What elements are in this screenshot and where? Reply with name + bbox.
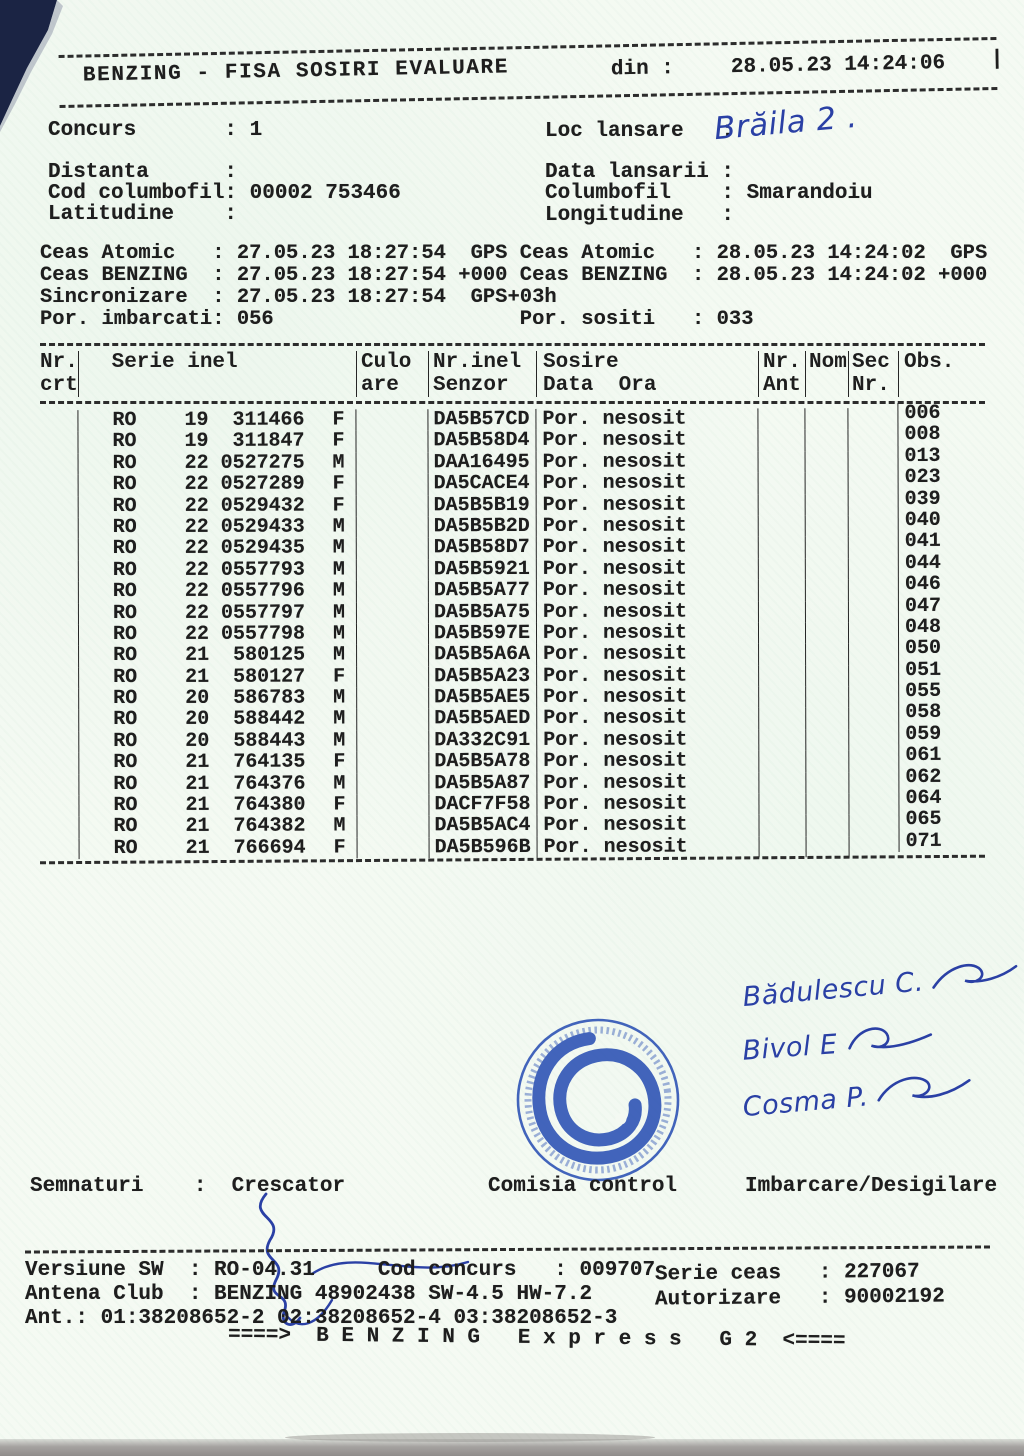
- table-row: [40, 508, 985, 539]
- cell-culoare: [355, 409, 427, 431]
- cell-sec-nr: [847, 408, 897, 430]
- cell-obs: 006: [897, 403, 984, 425]
- cell-serie-inel: RO 22 0529435 M: [78, 538, 356, 560]
- footer-autorizare: Autorizare : 90002192: [654, 1285, 945, 1312]
- cell-obs: 058: [898, 702, 985, 724]
- col-header-obs: Obs.: [898, 351, 985, 397]
- cell-nr-ant: [758, 772, 805, 794]
- table-row: [40, 615, 985, 646]
- cell-nrcrt: [40, 710, 78, 731]
- cell-nom: [805, 451, 848, 473]
- cell-culoare: [356, 709, 428, 731]
- cell-sosire: Por. nesosit: [537, 836, 759, 858]
- cell-sosire: Por. nesosit: [536, 644, 758, 666]
- cell-nrcrt: [41, 838, 79, 859]
- clock-line-porumbei: Por. imbarcati: 056 Por. sositi : 033: [40, 308, 754, 331]
- cell-senzor: DA5B5A77: [428, 580, 536, 602]
- cell-senzor: DA5B597E: [428, 623, 536, 645]
- cell-culoare: [356, 580, 428, 602]
- cell-nrcrt: [40, 538, 78, 559]
- cell-nom: [805, 622, 848, 644]
- cell-nom: [805, 772, 848, 794]
- cell-sec-nr: [848, 601, 898, 623]
- cell-sec-nr: [848, 686, 898, 708]
- cell-sex: M: [332, 622, 346, 646]
- cell-nr-ant: [758, 601, 805, 623]
- cell-serie-inel: RO 22 0557798 M: [78, 623, 356, 645]
- cell-culoare: [356, 794, 428, 816]
- handwritten-signatures-block: [741, 966, 1021, 1124]
- signature-flourish: [872, 1066, 975, 1111]
- col-header-senzor: Nr.inel Senzor: [428, 351, 536, 397]
- cell-serie-inel: RO 22 0527289 F: [78, 474, 356, 496]
- cell-nr-ant: [758, 537, 805, 559]
- cell-sosire: Por. nesosit: [536, 686, 758, 708]
- cell-senzor: DA5B5AC4: [428, 815, 536, 837]
- cell-nr-ant: [758, 579, 805, 601]
- signature-name: Cosma P.: [741, 1062, 1023, 1122]
- cell-obs: 059: [898, 724, 985, 746]
- cell-sosire: Por. nesosit: [536, 601, 758, 623]
- cell-culoare: [356, 473, 428, 495]
- cell-sex: M: [332, 579, 345, 603]
- header-dashed-rule-bottom: [60, 87, 998, 108]
- cell-obs: 023: [898, 467, 985, 489]
- cell-culoare: [356, 645, 428, 667]
- cell-obs: 065: [898, 809, 985, 831]
- cell-nom: [805, 515, 848, 537]
- cell-nrcrt: [40, 517, 78, 538]
- cell-sex: F: [332, 472, 345, 496]
- cell-nr-ant: [758, 494, 805, 516]
- cell-nom: [804, 430, 847, 452]
- cell-senzor: DACF7F58: [428, 794, 536, 816]
- cell-culoare: [356, 602, 428, 624]
- cell-nr-ant: [758, 665, 805, 687]
- cell-nrcrt: [40, 603, 78, 624]
- cell-senzor: DA5B5AED: [428, 708, 536, 730]
- cell-nom: [805, 494, 848, 516]
- cell-sosire: Por. nesosit: [536, 579, 758, 601]
- cell-culoare: [356, 495, 428, 517]
- cell-nrcrt: [40, 752, 78, 773]
- cell-serie-inel: RO 19 311847 F: [77, 431, 355, 453]
- cell-nrcrt: [40, 560, 78, 581]
- table-row: [40, 701, 985, 732]
- cell-sec-nr: [848, 622, 898, 644]
- cell-nr-ant: [758, 472, 805, 494]
- cell-senzor: DA5B5A87: [428, 773, 536, 795]
- cell-nrcrt: [40, 453, 78, 474]
- cell-serie-inel: RO 20 588442 M: [78, 709, 356, 731]
- col-header-nom: Nom: [805, 351, 848, 397]
- cell-sex: M: [333, 814, 346, 838]
- cell-serie-inel: RO 20 586783 M: [78, 687, 356, 709]
- cell-nr-ant: [759, 836, 806, 858]
- cell-sosire: Por. nesosit: [536, 494, 758, 516]
- table-body: [39, 403, 985, 860]
- signature-flourish: [928, 954, 1023, 996]
- col-header-sosire: Sosire Data Ora: [536, 351, 758, 397]
- cell-senzor: DA5B57CD: [427, 409, 535, 431]
- cell-obs: 061: [898, 745, 985, 767]
- cell-sex: F: [332, 408, 345, 432]
- cell-nrcrt: [40, 667, 78, 688]
- cell-sex: M: [333, 686, 346, 710]
- cell-nrcrt: [40, 581, 78, 602]
- cell-culoare: [356, 452, 428, 474]
- cell-culoare: [356, 559, 428, 581]
- info-longitudine: Longitudine :: [545, 204, 735, 227]
- print-date-label: din :: [610, 57, 675, 82]
- cell-obs: 039: [898, 488, 985, 510]
- cell-nr-ant: [758, 622, 805, 644]
- cell-sex: M: [333, 707, 346, 731]
- cell-nom: [806, 836, 849, 858]
- cell-obs: 071: [899, 831, 986, 853]
- cell-serie-inel: RO 22 0527275 M: [78, 452, 356, 474]
- cell-sec-nr: [848, 707, 898, 729]
- info-latitudine: Latitudine :: [48, 203, 238, 226]
- cell-sosire: Por. nesosit: [536, 729, 758, 751]
- cell-sex: M: [332, 451, 345, 475]
- footer-antene: Ant.: 01:38208652-2 02:38208652-4 03:38208652-3: [25, 1307, 618, 1330]
- cell-nr-ant: [758, 686, 805, 708]
- cell-senzor: DA5B596B: [429, 837, 537, 859]
- cell-nom: [805, 579, 848, 601]
- cell-sex: M: [333, 643, 346, 667]
- table-row: [40, 573, 985, 604]
- cell-culoare: [356, 730, 428, 752]
- footer-dashed-rule: [25, 1245, 990, 1253]
- cell-nom: [805, 815, 848, 837]
- arrival-table: [40, 343, 985, 861]
- cell-nrcrt: [39, 432, 77, 453]
- cell-sex: F: [333, 750, 346, 774]
- cell-sec-nr: [848, 665, 898, 687]
- table-header: [40, 346, 985, 401]
- footer-versiune-sw: Versiune SW : RO-04.31 Cod concurs : 009707: [25, 1259, 656, 1282]
- cell-nr-ant: [758, 793, 805, 815]
- cell-culoare: [357, 837, 429, 859]
- cell-nom: [805, 601, 848, 623]
- cell-serie-inel: RO 22 0557797 M: [78, 602, 356, 624]
- cell-sec-nr: [848, 643, 898, 665]
- cell-nr-ant: [758, 451, 805, 473]
- cell-serie-inel: RO 21 766694 F: [79, 837, 357, 859]
- cell-sex: M: [332, 558, 345, 582]
- cell-nom: [805, 643, 848, 665]
- imbarcare-label: Imbarcare/Desigilare: [745, 1175, 998, 1198]
- cell-nr-ant: [757, 408, 804, 430]
- cell-nr-ant: [758, 558, 805, 580]
- info-distanta: Distanta :: [48, 161, 238, 184]
- cell-sec-nr: [848, 472, 898, 494]
- cell-senzor: DAA16495: [428, 452, 536, 474]
- cell-serie-inel: RO 21 580125 M: [78, 645, 356, 667]
- col-header-nrcrt: Nr. crt: [40, 351, 78, 397]
- cell-serie-inel: RO 22 0529433 M: [78, 516, 356, 538]
- cell-nom: [805, 536, 848, 558]
- col-header-culoare: Culo are: [356, 351, 428, 397]
- cell-sosire: Por. nesosit: [536, 772, 758, 794]
- page-title: BENZING - FISA SOSIRI EVALUARE: [82, 56, 510, 88]
- cell-sosire: Por. nesosit: [536, 537, 758, 559]
- cell-nr-ant: [757, 430, 804, 452]
- cell-culoare: [355, 431, 427, 453]
- cell-nrcrt: [40, 795, 78, 816]
- signatures-label-line: Semnaturi : Crescator: [30, 1175, 346, 1198]
- cell-obs: 047: [898, 595, 985, 617]
- cell-serie-inel: RO 19 311466 F: [77, 409, 355, 431]
- cell-nr-ant: [758, 708, 805, 730]
- cell-sosire: Por. nesosit: [536, 751, 758, 773]
- signature-name: Bădulescu C.: [741, 954, 1022, 1012]
- cell-sec-nr: [848, 494, 898, 516]
- table-row: [40, 786, 985, 818]
- cell-serie-inel: RO 21 764382 M: [78, 816, 356, 838]
- cell-culoare: [356, 751, 428, 773]
- cell-obs: 051: [898, 659, 985, 681]
- table-row: [40, 466, 985, 497]
- cell-sex: F: [333, 836, 346, 860]
- cell-nom: [805, 708, 848, 730]
- cell-obs: 040: [898, 510, 985, 532]
- table-row: [40, 551, 985, 582]
- cell-sec-nr: [848, 515, 898, 537]
- cell-sec-nr: [849, 836, 899, 858]
- cell-serie-inel: RO 21 764376 M: [78, 773, 356, 795]
- footer-serie-ceas: Serie ceas : 227067: [654, 1260, 920, 1287]
- cell-nom: [805, 750, 848, 772]
- cell-sex: M: [333, 772, 346, 796]
- cell-serie-inel: RO 22 0557796 M: [78, 581, 356, 603]
- cell-nom: [805, 472, 848, 494]
- clock-line-sincronizare: Sincronizare : 27.05.23 18:27:54 GPS+03h: [40, 286, 557, 309]
- cell-culoare: [356, 773, 428, 795]
- cell-nrcrt: [40, 474, 78, 495]
- info-loc-lansare: Loc lansare :: [545, 120, 735, 143]
- cell-obs: 044: [898, 552, 985, 574]
- cell-senzor: DA5B5B19: [428, 495, 536, 517]
- table-row: [40, 679, 985, 711]
- table-row: [40, 808, 985, 839]
- table-row: [40, 530, 985, 561]
- cell-obs: 008: [897, 424, 984, 446]
- cell-sex: F: [333, 665, 346, 689]
- cell-senzor: DA5B5B2D: [428, 516, 536, 538]
- cell-sosire: Por. nesosit: [536, 665, 758, 687]
- cell-senzor: DA5CACE4: [428, 473, 536, 495]
- edge-mark: |: [990, 47, 1004, 72]
- scan-bottom-strip: [0, 1439, 1024, 1456]
- cell-obs: 055: [898, 681, 985, 703]
- cell-serie-inel: RO 20 588443 M: [78, 730, 356, 752]
- table-row: [40, 637, 985, 668]
- cell-nr-ant: [758, 729, 805, 751]
- table-row: [40, 444, 985, 475]
- cell-sex: M: [332, 515, 345, 539]
- cell-serie-inel: RO 21 580127 F: [78, 666, 356, 688]
- cell-senzor: DA5B58D7: [428, 537, 536, 559]
- cell-serie-inel: RO 22 0557793 M: [78, 559, 356, 581]
- cell-sex: M: [332, 600, 345, 624]
- cell-serie-inel: RO 21 764135 F: [78, 752, 356, 774]
- cell-culoare: [356, 623, 428, 645]
- col-header-sec: Sec Nr.: [848, 351, 898, 397]
- cell-sosire: Por. nesosit: [536, 451, 758, 473]
- cell-culoare: [356, 687, 428, 709]
- cell-obs: 050: [898, 638, 985, 660]
- cell-obs: 013: [898, 446, 985, 468]
- cell-serie-inel: RO 22 0529432 F: [78, 495, 356, 517]
- col-header-serie: Serie inel: [78, 351, 356, 397]
- print-date-value: 28.05.23 14:24:06: [730, 51, 946, 80]
- cell-nom: [805, 729, 848, 751]
- cell-senzor: DA5B5A75: [428, 601, 536, 623]
- document-header: [55, 37, 1004, 111]
- cell-nrcrt: [40, 496, 78, 517]
- cell-sec-nr: [848, 772, 898, 794]
- cell-obs: 048: [898, 617, 985, 639]
- handwritten-release-location: Brăila 2 .: [712, 98, 859, 148]
- cell-nom: [805, 665, 848, 687]
- cell-nrcrt: [40, 774, 78, 795]
- cell-culoare: [356, 666, 428, 688]
- cell-culoare: [356, 816, 428, 838]
- cell-sosire: Por. nesosit: [536, 622, 758, 644]
- cell-sec-nr: [848, 814, 898, 836]
- cell-senzor: DA5B5A23: [428, 666, 536, 688]
- cell-serie-inel: RO 21 764380 F: [78, 794, 356, 816]
- cell-nrcrt: [40, 624, 78, 645]
- cell-nrcrt: [39, 410, 77, 431]
- cell-nrcrt: [40, 645, 78, 666]
- table-row: [39, 423, 984, 454]
- cell-sosire: Por. nesosit: [535, 430, 757, 452]
- cell-senzor: DA5B5A6A: [428, 644, 536, 666]
- cell-sex: M: [333, 729, 346, 753]
- cell-culoare: [356, 538, 428, 560]
- cell-sosire: Por. nesosit: [536, 558, 758, 580]
- cell-sosire: Por. nesosit: [536, 515, 758, 537]
- cell-sosire: Por. nesosit: [536, 815, 758, 837]
- cell-nom: [805, 558, 848, 580]
- table-row: [40, 765, 985, 796]
- clock-line-benzing: Ceas BENZING : 27.05.23 18:27:54 +000 Ceas BENZING : 28.05.23 14:24:02 +000: [40, 264, 988, 287]
- footer-benzing-banner: ====> B E N Z I N G E x p r e s s G 2 <====: [227, 1323, 846, 1354]
- cell-sex: F: [333, 793, 346, 817]
- cell-sex: F: [332, 429, 345, 453]
- cell-senzor: DA332C91: [428, 730, 536, 752]
- table-row: [40, 722, 985, 753]
- info-columbofil: Columbofil : Smarandoiu: [545, 182, 873, 205]
- cell-sex: M: [332, 536, 345, 560]
- cell-nr-ant: [758, 815, 805, 837]
- cell-obs: 041: [898, 531, 985, 553]
- cell-nom: [805, 793, 848, 815]
- table-row: [40, 594, 985, 625]
- cell-nrcrt: [40, 731, 78, 752]
- clock-line-atomic: Ceas Atomic : 27.05.23 18:27:54 GPS Ceas Atomic : 28.05.23 14:24:02 GPS: [40, 242, 988, 265]
- info-cod-columbofil: Cod columbofil: 00002 753466: [48, 182, 401, 205]
- cell-sec-nr: [848, 558, 898, 580]
- cell-sosire: Por. nesosit: [536, 473, 758, 495]
- table-row: [39, 401, 984, 433]
- cell-sosire: Por. nesosit: [535, 408, 757, 430]
- cell-sec-nr: [848, 793, 898, 815]
- cell-nom: [805, 686, 848, 708]
- cell-culoare: [356, 516, 428, 538]
- cell-sec-nr: [848, 536, 898, 558]
- cell-sex: F: [332, 494, 345, 518]
- cell-sosire: Por. nesosit: [536, 708, 758, 730]
- table-row: [40, 658, 985, 689]
- col-header-ant: Nr. Ant: [758, 351, 805, 397]
- cell-nom: [804, 408, 847, 430]
- cell-sec-nr: [847, 429, 897, 451]
- cell-nr-ant: [758, 750, 805, 772]
- pigeon-club-stamp: [512, 1014, 684, 1186]
- cell-obs: 064: [898, 788, 985, 810]
- table-row: [40, 487, 985, 518]
- cell-senzor: DA5B58D4: [427, 430, 535, 452]
- cell-obs: 046: [898, 574, 985, 596]
- cell-senzor: DA5B5921: [428, 559, 536, 581]
- info-data-lansarii: Data lansarii :: [545, 161, 735, 184]
- cell-nr-ant: [758, 515, 805, 537]
- table-row: [40, 744, 985, 775]
- cell-sec-nr: [848, 750, 898, 772]
- cell-senzor: DA5B5A78: [428, 751, 536, 773]
- cell-nrcrt: [40, 817, 78, 838]
- cell-nrcrt: [40, 688, 78, 709]
- info-concurs: Concurs : 1: [48, 119, 263, 142]
- cell-obs: 062: [898, 766, 985, 788]
- footer-antena-club: Antena Club : BENZING 48902438 SW-4.5 HW-7.2: [25, 1283, 593, 1306]
- cell-nr-ant: [758, 644, 805, 666]
- signature-name: Bivol E: [741, 1012, 1022, 1065]
- cell-senzor: DA5B5AE5: [428, 687, 536, 709]
- cell-sosire: Por. nesosit: [536, 793, 758, 815]
- cell-sec-nr: [848, 579, 898, 601]
- cell-sec-nr: [848, 451, 898, 473]
- signature-flourish: [842, 1018, 936, 1058]
- cell-sec-nr: [848, 729, 898, 751]
- comisia-control-label: Comisia control: [488, 1175, 678, 1198]
